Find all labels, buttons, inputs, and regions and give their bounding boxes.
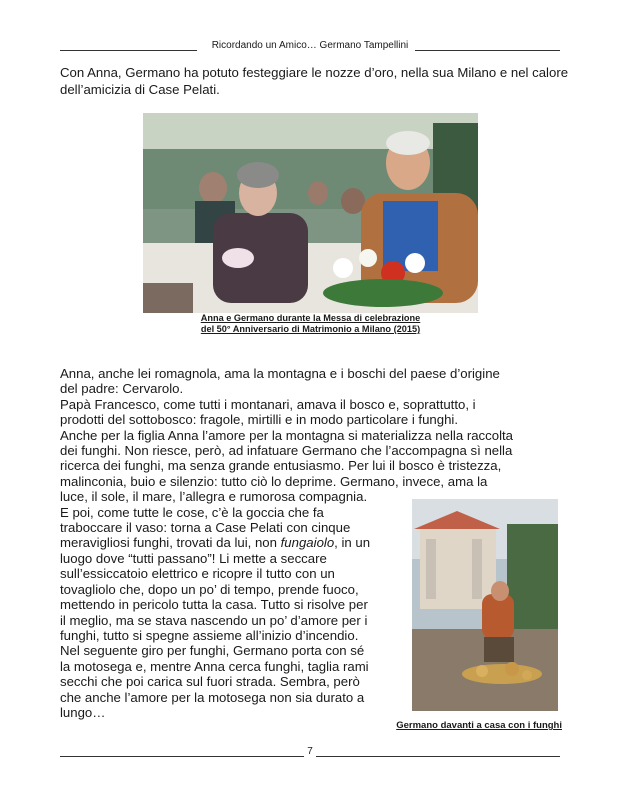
body-line: luogo dove “tutti passano”! Li mette a seccare — [60, 550, 327, 566]
body-line: Anche per la figlia Anna l’amore per la montagna si materializza nella raccolta — [60, 427, 514, 443]
caption-line-1: Anna e Germano durante la Messa di celebrazione — [200, 313, 421, 323]
caption-line-2: del 50° Anniversario di Matrimonio a Milano (2015) — [200, 324, 421, 334]
page-header — [60, 40, 560, 54]
body-line: mettendo in pericolo tutta la casa. Tutto si risolve per — [60, 597, 368, 613]
body-line: E poi, come tutte le cose, c’è la goccia che fa — [60, 504, 324, 520]
body-line: la motosega e, mentre Anna cerca funghi, taglia rami — [60, 658, 369, 674]
body-narrow-column — [60, 505, 410, 721]
photo-anniversary-image — [143, 113, 478, 313]
body-line: tovagliolo che, dopo un po’ di tempo, prende fuoco, — [60, 581, 359, 597]
body-line: malinconia, buio e silenzio: tutto ciò lo deprime. Germano, invece, ama la — [60, 473, 488, 489]
photo-anniversary-caption — [143, 313, 478, 335]
intro-paragraph: Con Anna, Germano ha potuto festeggiare le nozze d’oro, nella sua Milano e nel calore dell’amicizia di Case Pelati. — [60, 65, 569, 97]
body-line: lungo… — [60, 704, 106, 720]
body-line: del padre: Cervarolo. — [60, 381, 184, 397]
body-line: dei funghi. Non riesce, però, ad infatuare Germano che l’accompagna sì nella — [60, 443, 513, 459]
body-line: Nel seguente giro per funghi, Germano porta con sé — [60, 643, 365, 659]
body-line: luce, il sole, il mare, l’allegra e rumorosa compagnia. — [60, 489, 368, 505]
photo-anniversary — [143, 113, 478, 313]
body-line: secchi che poi carica sul fuori strada. Sembra, però — [60, 674, 360, 690]
body-line: Anna, anche lei romagnola, ama la montagna e i boschi del paese d’origine — [60, 366, 500, 381]
body-line: Papà Francesco, come tutti i montanari, amava il bosco e, soprattutto, i — [60, 396, 476, 412]
body-line: il meglio, ma se stava nascendo un po’ d’amore per i — [60, 612, 368, 628]
header-title: Ricordando un Amico… Germano Tampellini — [209, 40, 412, 51]
body-line — [60, 535, 410, 550]
body-text-run: , in un — [334, 535, 371, 551]
photo-mushrooms — [412, 499, 558, 711]
photo-mushrooms-caption: Germano davanti a casa con i funghi — [396, 720, 562, 731]
body-line: traboccare il vaso: torna a Case Pelati con cinque — [60, 520, 351, 536]
body-line: sull’essiccatoio elettrico e ricopre il tutto con un — [60, 566, 335, 582]
page-footer — [60, 746, 560, 760]
photo-mushrooms-image — [412, 499, 558, 711]
page-number: 7 — [304, 746, 316, 757]
body-line: funghi, tutto si spegne assieme all’inizio d’incendio. — [60, 627, 359, 643]
body-text-run: meravigliosi funghi, trovati da lui, non — [60, 535, 281, 551]
fungaiolo-emphasis: fungaiolo — [280, 535, 335, 551]
body-line: ricerca dei funghi, ma senza grande entusiasmo. Per lui il bosco è tristezza, — [60, 458, 502, 474]
body-line: prodotti del sottobosco: fragole, mirtilli e in modo particolare i funghi. — [60, 412, 459, 428]
body-line: che anche l’amore per la motosega non sia durato a — [60, 689, 365, 705]
